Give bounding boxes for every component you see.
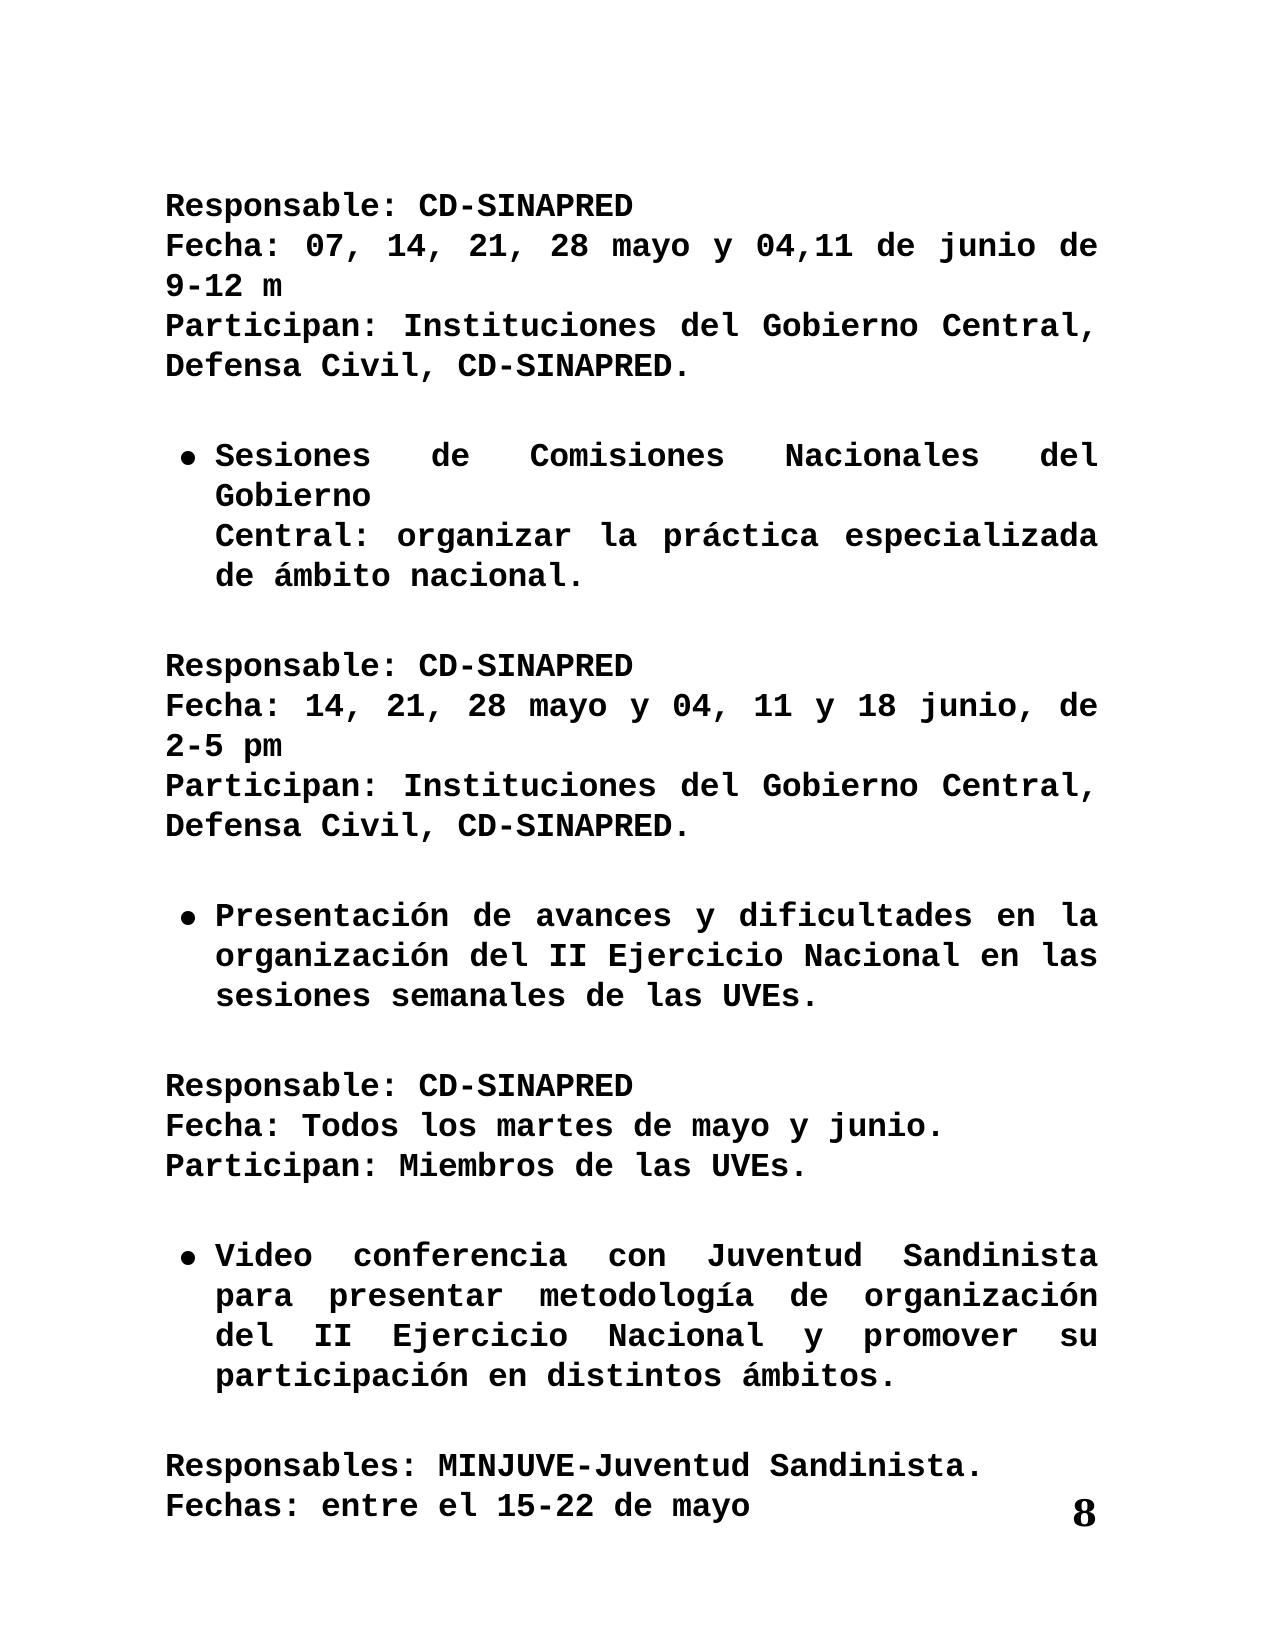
text-line: Responsable: CD-SINAPRED [165, 1069, 634, 1106]
text-line: Participan: Miembros de las UVEs. [165, 1149, 809, 1186]
text-line: Defensa Civil, CD-SINAPRED. [165, 809, 692, 846]
text-line: 9-12 m [165, 269, 283, 306]
text-line: Responsable: CD-SINAPRED [165, 189, 634, 226]
text-line: Responsables: MINJUVE-Juventud Sandinista. [165, 1449, 985, 1486]
page-number: 8 [1072, 1493, 1098, 1535]
text-line: organización del II Ejercicio Nacional en las [215, 939, 1098, 976]
bullet-item [165, 1238, 1098, 1398]
text-line: Fecha: 14, 21, 28 mayo y 04, 11 y 18 junio, de [165, 689, 1098, 726]
text-line: sesiones semanales de las UVEs. [215, 979, 820, 1016]
text-line: Central: organizar la práctica especializada [215, 519, 1098, 556]
text-line: 2-5 pm [165, 729, 283, 766]
page-content [165, 188, 1098, 1528]
text-line: Fecha: Todos los martes de mayo y junio. [165, 1109, 946, 1146]
bullet-icon [181, 911, 195, 925]
paragraph-block [165, 1448, 1098, 1528]
text-line: Participan: Instituciones del Gobierno Central, [165, 309, 1098, 346]
text-line: Video conferencia con Juventud Sandinista [215, 1239, 1098, 1276]
text-line: Sesiones de Comisiones Nacionales del Gobierno [215, 439, 1098, 516]
bullet-item [165, 898, 1098, 1018]
text-line: participación en distintos ámbitos. [215, 1359, 898, 1396]
paragraph-block [165, 648, 1098, 848]
text-line: Fechas: entre el 15-22 de mayo [165, 1489, 751, 1526]
text-line: del II Ejercicio Nacional y promover su [215, 1319, 1098, 1356]
text-line: de ámbito nacional. [215, 559, 586, 596]
paragraph-block [165, 188, 1098, 388]
text-line: para presentar metodología de organización [215, 1279, 1098, 1316]
text-line: Presentación de avances y dificultades en la [215, 899, 1098, 936]
bullet-icon [181, 451, 195, 465]
text-line: Responsable: CD-SINAPRED [165, 649, 634, 686]
text-line: Defensa Civil, CD-SINAPRED. [165, 349, 692, 386]
bullet-icon [181, 1251, 195, 1265]
paragraph-block [165, 1068, 1098, 1188]
text-line: Participan: Instituciones del Gobierno Central, [165, 769, 1098, 806]
bullet-item [165, 438, 1098, 598]
text-line: Fecha: 07, 14, 21, 28 mayo y 04,11 de junio de [165, 229, 1098, 266]
